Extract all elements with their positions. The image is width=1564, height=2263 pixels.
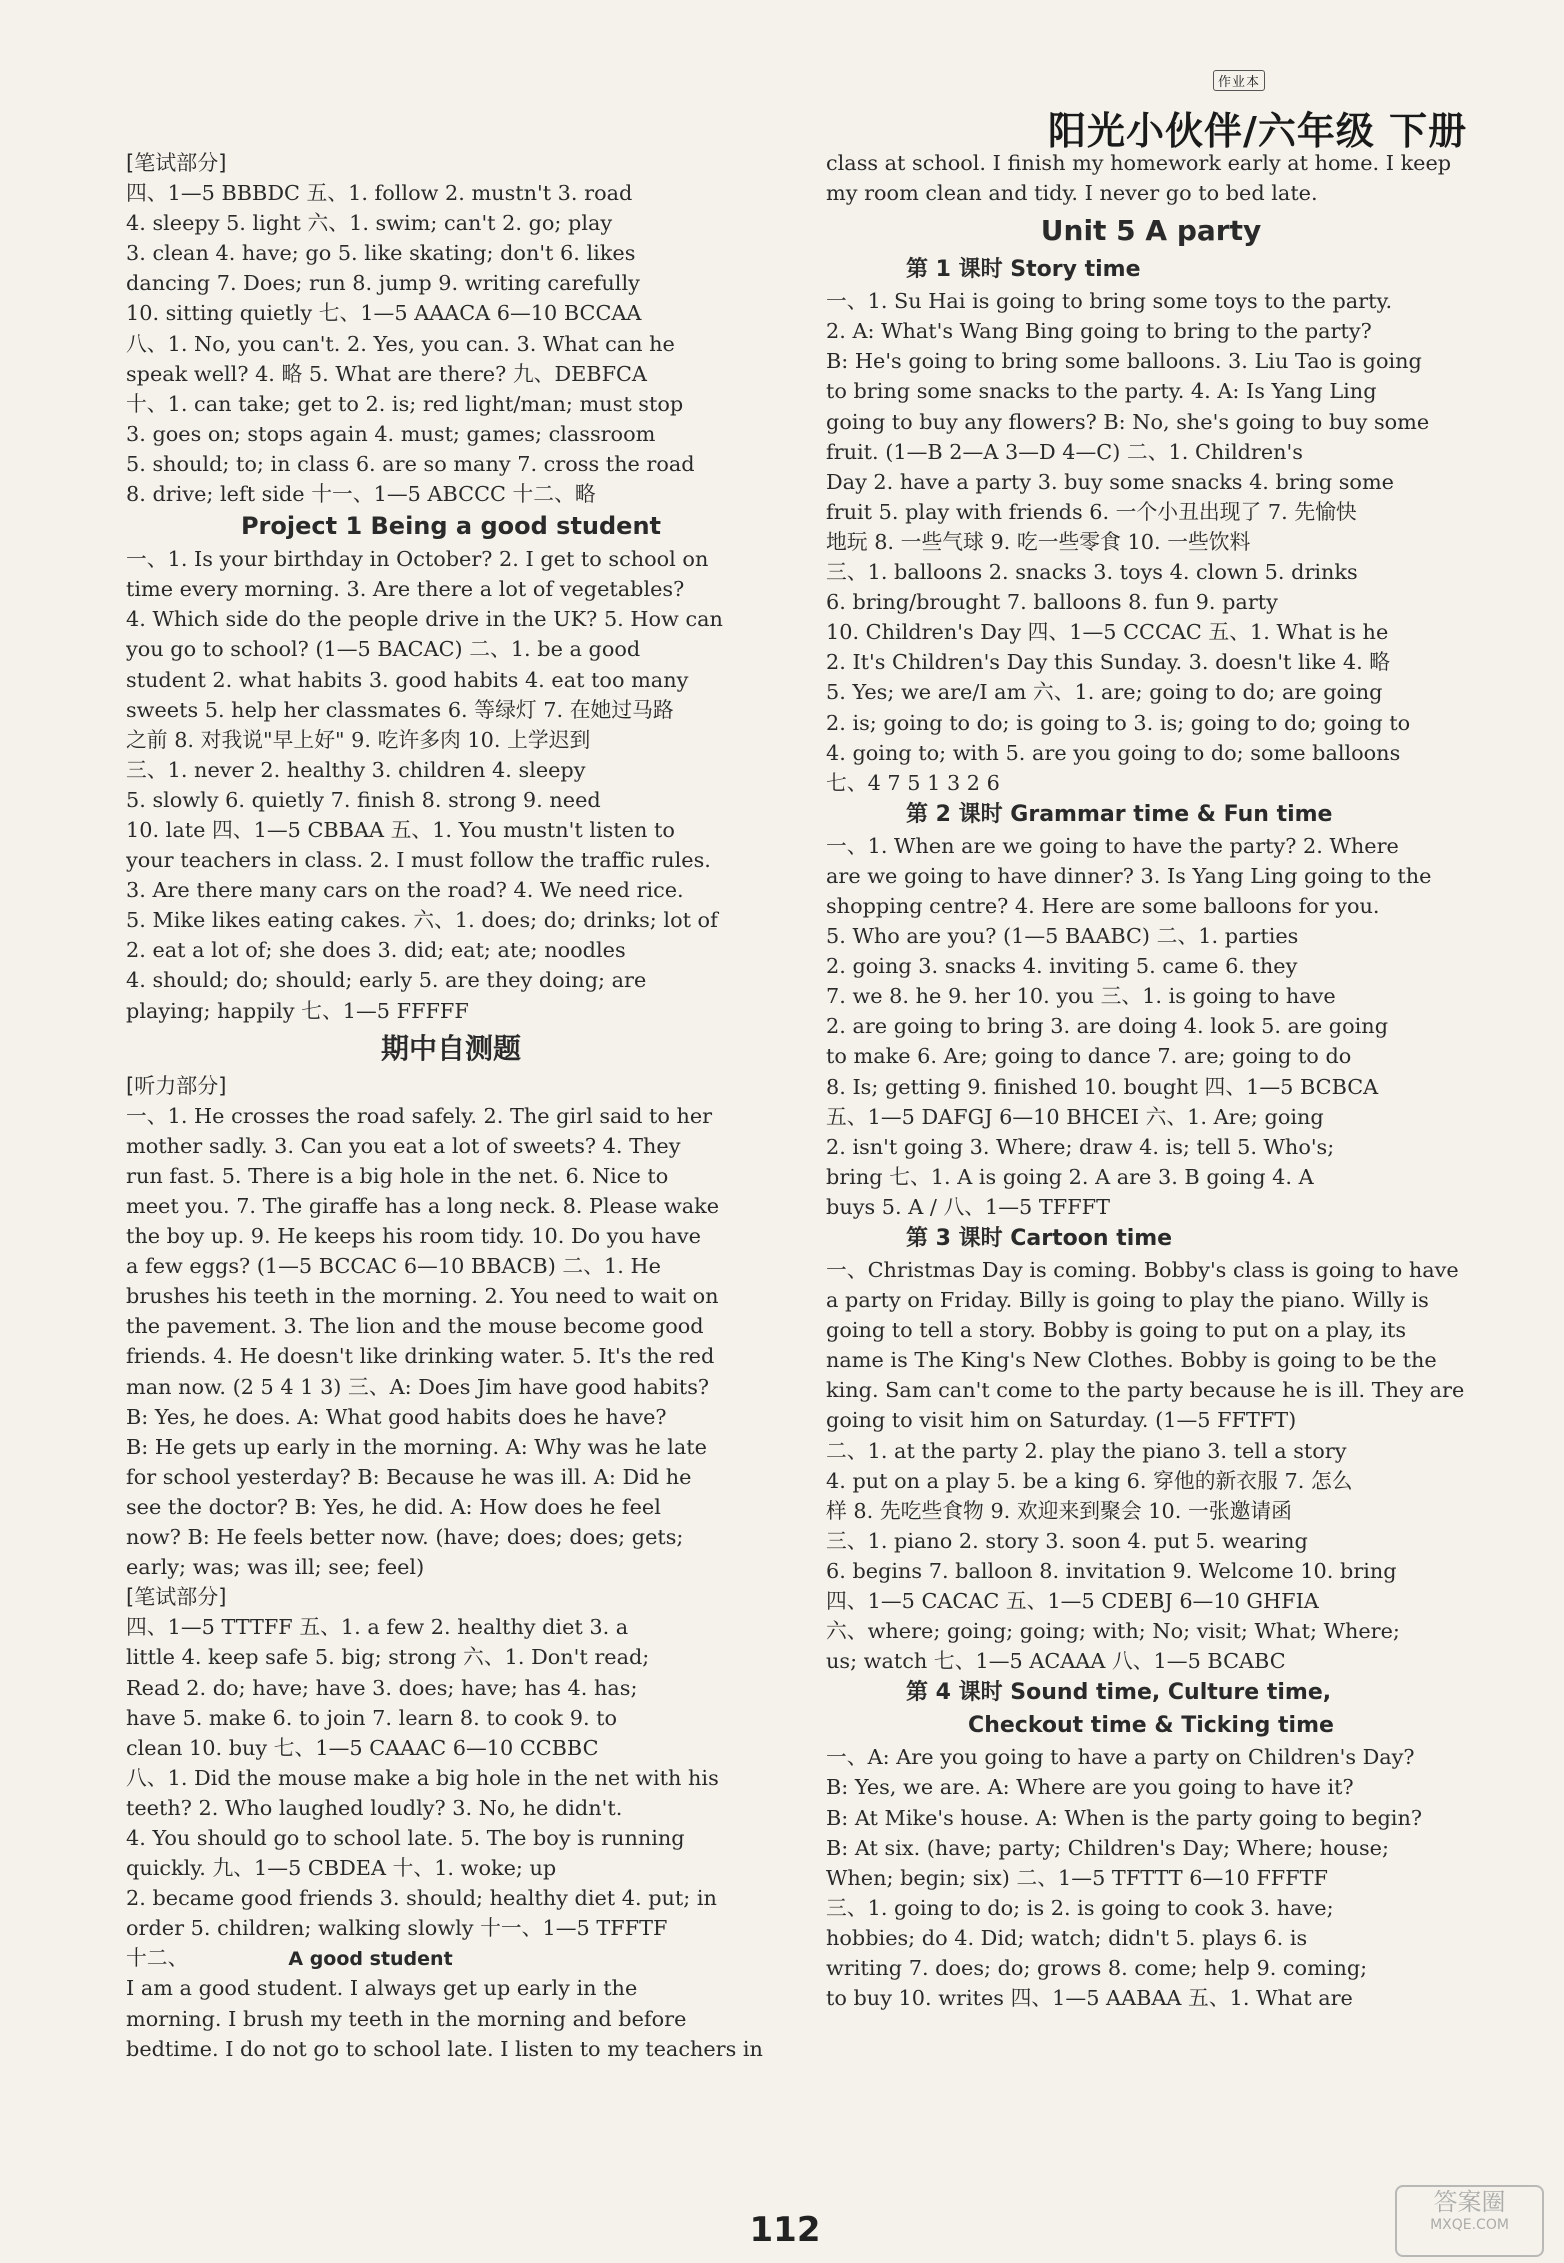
answer-line: B: Yes, we are. A: Where are you going to have it? bbox=[826, 1775, 1354, 1800]
answer-line: 三、1. going to do; is 2. is going to cook 3. have; bbox=[826, 1895, 1334, 1920]
answer-line: B: Yes, he does. A: What good habits does he have? bbox=[126, 1404, 667, 1429]
answer-line: your teachers in class. 2. I must follow the traffic rules. bbox=[126, 848, 711, 873]
answer-line: going to visit him on Saturday. (1—5 FFTFT) bbox=[826, 1408, 1297, 1433]
essay-body bbox=[126, 1973, 776, 2063]
answer-line: speak well? 4. 略 5. What are there? 九、DEBFCA bbox=[126, 361, 647, 386]
answer-line: morning. I brush my teeth in the morning and before bbox=[126, 2006, 687, 2031]
answer-line: B: He's going to bring some balloons. 3. Liu Tao is going bbox=[826, 349, 1422, 374]
answer-line: bring 七、1. A is going 2. A are 3. B going 4. A bbox=[826, 1164, 1314, 1189]
answer-line: 5. slowly 6. quietly 7. finish 8. strong 9. need bbox=[126, 787, 601, 812]
answer-line: 7. we 8. he 9. her 10. you 三、1. is going to have bbox=[826, 984, 1336, 1009]
lesson-3-answers bbox=[826, 1255, 1476, 1676]
answer-line: 10. Children's Day 四、1—5 CCCAC 五、1. What is he bbox=[826, 620, 1389, 645]
project-title: Project 1 Being a good student bbox=[240, 512, 662, 541]
answer-line: shopping centre? 4. Here are some balloons for you. bbox=[826, 893, 1380, 918]
lesson-1-title: 第 1 课时 Story time bbox=[906, 257, 1141, 283]
left-column bbox=[126, 148, 776, 2064]
answer-line: 5. should; to; in class 6. are so many 7. cross the road bbox=[126, 451, 695, 476]
answer-line: 8. drive; left side 十一、1—5 ABCCC 十二、略 bbox=[126, 482, 596, 507]
answer-line: 八、1. No, you can't. 2. Yes, you can. 3. What can he bbox=[126, 331, 675, 356]
answer-block-1 bbox=[126, 178, 776, 509]
answer-line: B: At Mike's house. A: When is the party going to begin? bbox=[826, 1805, 1423, 1830]
answer-line: mother sadly. 3. Can you eat a lot of sweets? 4. They bbox=[126, 1133, 681, 1158]
answer-line: 三、1. piano 2. story 3. soon 4. put 5. wearing bbox=[826, 1528, 1308, 1553]
answer-line: 5. Mike likes eating cakes. 六、1. does; do; drinks; lot of bbox=[126, 908, 718, 933]
section-label-listening: [听力部分] bbox=[126, 1073, 227, 1098]
lesson-3-title: 第 3 课时 Cartoon time bbox=[906, 1226, 1173, 1251]
answer-line: are we going to have dinner? 3. Is Yang Ling going to the bbox=[826, 863, 1432, 888]
answer-line: the boy up. 9. He keeps his room tidy. 10. Do you have bbox=[126, 1224, 701, 1249]
answer-line: to buy 10. writes 四、1—5 AABAA 五、1. What are bbox=[826, 1986, 1353, 2011]
answer-line: 8. Is; getting 9. finished 10. bought 四、1—5 BCBCA bbox=[826, 1074, 1379, 1099]
essay-title: A good student bbox=[288, 1948, 453, 1971]
answer-line: 三、1. never 2. healthy 3. children 4. sleepy bbox=[126, 757, 586, 782]
answer-line: 四、1—5 CACAC 五、1—5 CDEBJ 6—10 GHFIA bbox=[826, 1589, 1319, 1614]
essay-number: 十二、 bbox=[126, 1946, 189, 1971]
answer-line: 四、1—5 TTTFF 五、1. a few 2. healthy diet 3. a bbox=[126, 1615, 629, 1640]
answer-line: king. Sam can't come to the party because he is ill. They are bbox=[826, 1378, 1465, 1403]
answer-line: 四、1—5 BBBDC 五、1. follow 2. mustn't 3. road bbox=[126, 181, 633, 206]
midterm-title: 期中自测题 bbox=[380, 1031, 521, 1065]
answer-line: 5. Yes; we are/I am 六、1. are; going to do; are going bbox=[826, 680, 1383, 705]
section-label-written-2: [笔试部分] bbox=[126, 1585, 227, 1610]
grade-label: /六年级 下册 bbox=[1243, 109, 1468, 153]
answer-line: going to tell a story. Bobby is going to put on a play, its bbox=[826, 1318, 1407, 1343]
answer-line: friends. 4. He doesn't like drinking water. 5. It's the red bbox=[126, 1344, 715, 1369]
answer-line: 10. late 四、1—5 CBBAA 五、1. You mustn't listen to bbox=[126, 817, 675, 842]
answer-line: 八、1. Did the mouse make a big hole in the net with his bbox=[126, 1765, 719, 1790]
answer-line: 2. going 3. snacks 4. inviting 5. came 6. they bbox=[826, 954, 1298, 979]
answer-line: 2. isn't going 3. Where; draw 4. is; tell 5. Who's; bbox=[826, 1134, 1335, 1159]
answer-line: 2. A: What's Wang Bing going to bring to the party? bbox=[826, 319, 1372, 344]
section-label-written: [笔试部分] bbox=[126, 151, 227, 175]
answer-line: dancing 7. Does; run 8. jump 9. writing carefully bbox=[126, 271, 640, 296]
answer-line: I am a good student. I always get up early in the bbox=[126, 1976, 638, 2001]
answer-line: 五、1—5 DAFGJ 6—10 BHCEI 六、1. Are; going bbox=[826, 1104, 1324, 1129]
answer-line: 4. Which side do the people drive in the UK? 5. How can bbox=[126, 607, 723, 632]
answer-line: Day 2. have a party 3. buy some snacks 4. bring some bbox=[826, 469, 1394, 494]
answer-line: buys 5. A / 八、1—5 TFFFT bbox=[826, 1194, 1110, 1219]
answer-line: little 4. keep safe 5. big; strong 六、1. Don't read; bbox=[126, 1645, 650, 1670]
answer-line: 一、A: Are you going to have a party on Children's Day? bbox=[826, 1745, 1415, 1770]
answer-line: playing; happily 七、1—5 FFFFF bbox=[126, 998, 469, 1023]
answer-line: brushes his teeth in the morning. 2. You need to wait on bbox=[126, 1284, 719, 1309]
answer-line: 3. goes on; stops again 4. must; games; classroom bbox=[126, 421, 656, 446]
answer-line: 六、where; going; going; with; No; visit; What; Where; bbox=[826, 1619, 1400, 1644]
answer-line: B: At six. (have; party; Children's Day; Where; house; bbox=[826, 1835, 1389, 1860]
watermark-url: MXQE.COM bbox=[1430, 2217, 1509, 2233]
answer-line: to make 6. Are; going to dance 7. are; going to do bbox=[826, 1044, 1352, 1069]
answer-line: 一、1. He crosses the road safely. 2. The girl said to her bbox=[126, 1103, 713, 1128]
answer-line: 4. going to; with 5. are you going to do; some balloons bbox=[826, 740, 1401, 765]
answer-line: 4. You should go to school late. 5. The boy is running bbox=[126, 1825, 685, 1850]
answer-line: meet you. 7. The giraffe has a long neck. 8. Please wake bbox=[126, 1194, 720, 1218]
answer-line: teeth? 2. Who laughed loudly? 3. No, he didn't. bbox=[126, 1795, 623, 1820]
answer-line: 2. It's Children's Day this Sunday. 3. doesn't like 4. 略 bbox=[826, 650, 1391, 675]
lesson-4-title-line1: 第 4 课时 Sound time, Culture time, bbox=[906, 1680, 1332, 1706]
lesson-2-title: 第 2 课时 Grammar time & Fun time bbox=[906, 801, 1333, 827]
answer-line: 2. are going to bring 3. are doing 4. look 5. are going bbox=[826, 1014, 1389, 1039]
answer-line: 地玩 8. 一些气球 9. 吃一些零食 10. 一些饮料 bbox=[826, 529, 1251, 554]
answer-line: name is The King's New Clothes. Bobby is going to be the bbox=[826, 1348, 1437, 1373]
answer-block-2 bbox=[126, 544, 776, 1026]
watermark-text: 答案圈 bbox=[1433, 2188, 1506, 2216]
answer-line: When; begin; six) 二、1—5 TFTTT 6—10 FFFTF bbox=[826, 1865, 1328, 1890]
answer-line: 3. Are there many cars on the road? 4. We need rice. bbox=[126, 878, 684, 903]
answer-line: 6. bring/brought 7. balloons 8. fun 9. party bbox=[826, 590, 1278, 615]
answer-line: 2. is; going to do; is going to 3. is; going to do; going to bbox=[826, 710, 1411, 735]
answer-line: my room clean and tidy. I never go to bed late. bbox=[826, 181, 1318, 206]
answer-line: see the doctor? B: Yes, he did. A: How does he feel bbox=[126, 1494, 661, 1519]
answer-line: 十、1. can take; get to 2. is; red light/man; must stop bbox=[126, 391, 684, 416]
brand-name: 阳光小伙伴 bbox=[1048, 109, 1244, 153]
answer-line: 一、1. Su Hai is going to bring some toys to the party. bbox=[826, 289, 1393, 314]
answer-line: 七、4 7 5 1 3 2 6 bbox=[826, 770, 1000, 795]
answer-line: order 5. children; walking slowly 十一、1—5 TFFTF bbox=[126, 1916, 668, 1941]
answer-line: 样 8. 先吃些食物 9. 欢迎来到聚会 10. 一张邀请函 bbox=[826, 1498, 1292, 1523]
answer-line: a party on Friday. Billy is going to play the piano. Willy is bbox=[826, 1288, 1429, 1313]
answer-line: 6. begins 7. balloon 8. invitation 9. Welcome 10. bring bbox=[826, 1558, 1397, 1583]
answer-line: B: He gets up early in the morning. A: Why was he late bbox=[126, 1434, 707, 1459]
answer-line: fruit. (1—B 2—A 3—D 4—C) 二、1. Children's bbox=[826, 439, 1303, 464]
answer-line: us; watch 七、1—5 ACAAA 八、1—5 BCABC bbox=[826, 1649, 1286, 1674]
answer-line: early; was; was ill; see; feel) bbox=[126, 1555, 425, 1580]
essay-heading-line bbox=[126, 1943, 776, 1973]
answer-line: quickly. 九、1—5 CBDEA 十、1. woke; up bbox=[126, 1856, 557, 1881]
answer-line: now? B: He feels better now. (have; does; does; gets; bbox=[126, 1525, 684, 1550]
answer-line: a few eggs? (1—5 BCCAC 6—10 BBACB) 二、1. He bbox=[126, 1254, 661, 1279]
brand-header bbox=[1048, 75, 1468, 155]
answer-block-3 bbox=[126, 1101, 776, 1583]
brand-tag: 作业本 bbox=[1213, 70, 1265, 91]
answer-line: man now. (2 5 4 1 3) 三、A: Does Jim have good habits? bbox=[126, 1374, 710, 1399]
answer-line: 2. eat a lot of; she does 3. did; eat; ate; noodles bbox=[126, 938, 626, 963]
answer-line: 4. sleepy 5. light 六、1. swim; can't 2. go; play bbox=[126, 211, 613, 236]
answer-line: for school yesterday? B: Because he was ill. A: Did he bbox=[126, 1464, 692, 1489]
answer-block-continued bbox=[826, 148, 1476, 208]
lesson-1-answers bbox=[826, 286, 1476, 798]
answer-line: sweets 5. help her classmates 6. 等绿灯 7. 在她过马路 bbox=[126, 697, 674, 722]
unit-title: Unit 5 A party bbox=[1040, 214, 1262, 248]
answer-line: 二、1. at the party 2. play the piano 3. tell a story bbox=[826, 1438, 1347, 1463]
answer-line: going to buy any flowers? B: No, she's going to buy some bbox=[826, 409, 1430, 434]
lesson-4-title-line2: Checkout time & Ticking time bbox=[968, 1713, 1334, 1739]
answer-line: Read 2. do; have; have 3. does; have; has 4. has; bbox=[126, 1675, 638, 1700]
lesson-2-answers bbox=[826, 831, 1476, 1222]
lesson-4-answers bbox=[826, 1742, 1476, 2013]
answer-line: run fast. 5. There is a big hole in the net. 6. Nice to bbox=[126, 1163, 669, 1188]
answer-line: 2. became good friends 3. should; healthy diet 4. put; in bbox=[126, 1886, 717, 1911]
answer-line: have 5. make 6. to join 7. learn 8. to cook 9. to bbox=[126, 1705, 618, 1730]
answer-line: 一、Christmas Day is coming. Bobby's class is going to have bbox=[826, 1258, 1459, 1282]
answer-line: 一、1. When are we going to have the party? 2. Where bbox=[826, 833, 1399, 858]
answer-line: clean 10. buy 七、1—5 CAAAC 6—10 CCBBC bbox=[126, 1735, 599, 1760]
answer-line: writing 7. does; do; grows 8. come; help 9. coming; bbox=[826, 1955, 1368, 1980]
answer-line: you go to school? (1—5 BACAC) 二、1. be a good bbox=[126, 637, 641, 662]
answer-line: the pavement. 3. The lion and the mouse become good bbox=[126, 1314, 704, 1339]
answer-block-4 bbox=[126, 1612, 776, 1943]
answer-line: 5. Who are you? (1—5 BAABC) 二、1. parties bbox=[826, 924, 1299, 949]
answer-line: to bring some snacks to the party. 4. A: Is Yang Ling bbox=[826, 379, 1377, 404]
right-column bbox=[826, 148, 1476, 2013]
answer-line: 三、1. balloons 2. snacks 3. toys 4. clown 5. drinks bbox=[826, 560, 1358, 585]
answer-line: 之前 8. 对我说"早上好" 9. 吃许多肉 10. 上学迟到 bbox=[126, 727, 591, 752]
answer-line: bedtime. I do not go to school late. I listen to my teachers in bbox=[126, 2036, 763, 2061]
answer-line: hobbies; do 4. Did; watch; didn't 5. plays 6. is bbox=[826, 1925, 1308, 1950]
answer-line: 3. clean 4. have; go 5. like skating; don't 6. likes bbox=[126, 241, 636, 266]
answer-line: 4. put on a play 5. be a king 6. 穿他的新衣服 7. 怎么 bbox=[826, 1468, 1353, 1493]
watermark-logo bbox=[1395, 2185, 1544, 2257]
page-number: 112 bbox=[749, 2210, 821, 2250]
answer-line: 一、1. Is your birthday in October? 2. I get to school on bbox=[126, 547, 709, 572]
answer-line: fruit 5. play with friends 6. 一个小丑出现了 7. 先愉快 bbox=[826, 499, 1357, 524]
answer-line: 10. sitting quietly 七、1—5 AAACA 6—10 BCCAA bbox=[126, 301, 642, 326]
answer-line: 4. should; do; should; early 5. are they doing; are bbox=[126, 968, 647, 993]
answer-line: class at school. I finish my homework early at home. I keep bbox=[826, 151, 1452, 175]
answer-line: student 2. what habits 3. good habits 4. eat too many bbox=[126, 667, 689, 692]
answer-line: time every morning. 3. Are there a lot of vegetables? bbox=[126, 577, 685, 602]
